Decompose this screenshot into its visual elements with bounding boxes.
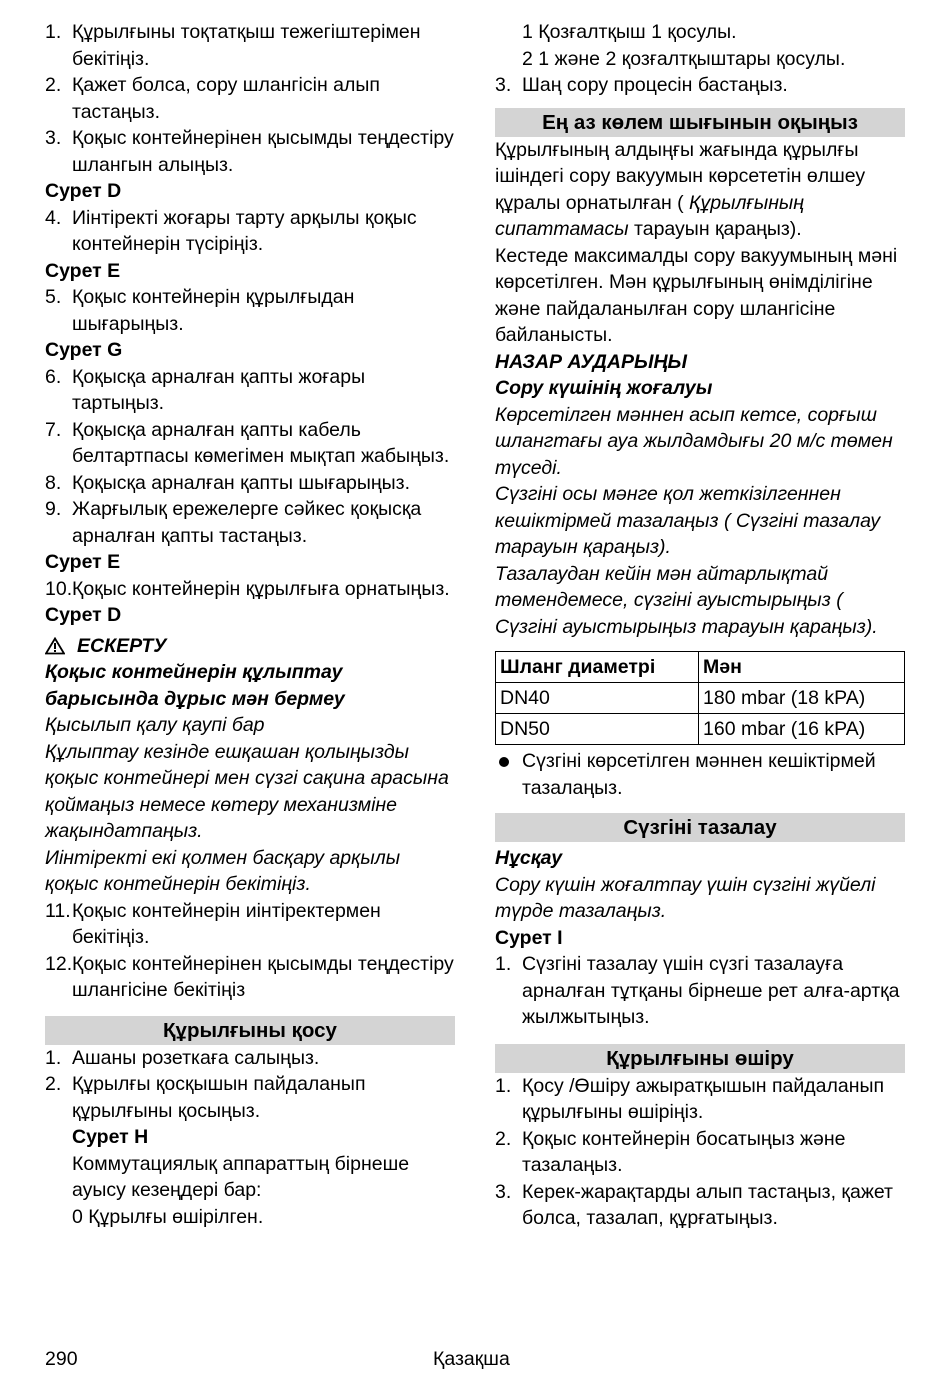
item-number: 7.	[45, 418, 62, 441]
item-text: Қоқыс контейнерін иінтіректермен бекітіңіз.	[72, 899, 381, 948]
list-item	[45, 576, 455, 603]
switch-position: 2 1 және 2 қозғалтқыштары қосулы.	[522, 47, 846, 70]
list-item	[495, 1179, 905, 1232]
warning-text: Иінтіректі екі қолмен басқару арқылы қоқыс контейнерін бекітіңіз.	[45, 846, 401, 895]
item-text: Сүзгіні тазалау үшін сүзгі тазалауға арналған тұтқаны бірнеше рет алға-артқа жылжытыңыз.	[522, 953, 900, 1028]
paragraph: Коммутациялық аппараттың бірнеше ауысу кезеңдері бар:	[72, 1152, 410, 1201]
warning-label: ЕСКЕРТУ	[77, 634, 167, 657]
list-item	[45, 19, 455, 72]
table-row	[496, 683, 905, 714]
list-item	[45, 417, 455, 470]
bullet-text: Сүзгіні көрсетілген мәннен кешіктірмей тазалаңыз.	[522, 750, 876, 799]
list-item	[495, 1126, 905, 1179]
figure-ref: Сурет G	[45, 339, 123, 361]
item-text: Шаң сору процесін бастаңыз.	[522, 74, 788, 96]
table-header: Шланг диаметрі	[496, 652, 699, 683]
item-text: Қоқыс контейнерінен қысымды теңдестіру шлангісіне бекітіңіз	[72, 952, 454, 1001]
item-number: 1.	[495, 953, 512, 975]
section-heading-switch-off: Құрылғыны өшіру	[495, 1044, 905, 1073]
paragraph-text: Құрылғының алдыңғы жағында құрылғы ішіндегі сору вакуумын көрсететін өлшеу құралы орнатылған (	[495, 138, 866, 214]
attention-text: Көрсетілген мәннен асып кетсе, сорғыш шлангтағы ауа жылдамдығы 20 м/с төмен түседі.	[495, 403, 893, 479]
item-text: Қоқыс контейнерін құрылғыға орнатыңыз.	[72, 577, 450, 600]
attention-text: Сүзгіні осы мәнге қол жеткізілгеннен кешіктірмей тазалаңыз ( Сүзгіні тазалау тарауын қараңыз).	[495, 483, 881, 558]
right-column	[495, 19, 905, 1232]
item-number: 8.	[45, 471, 62, 494]
note-label: Нұсқау	[495, 847, 563, 869]
switch-position: 0 Құрылғы өшірілген.	[72, 1205, 264, 1228]
list-item	[45, 364, 455, 417]
figure-ref: Сурет D	[45, 180, 122, 202]
warning-triangle-icon	[45, 637, 65, 655]
table-row	[496, 714, 905, 745]
list-item	[45, 898, 455, 951]
table-header: Мән	[699, 652, 905, 683]
warning-text: Қысылып қалу қаупі бар	[45, 714, 265, 736]
warning-text: Құлыптау кезінде ешқашан қолыңызды қоқыс контейнері мен сүзгі сақина арасына қоймаңыз немесе көтеру механизміне жақындатпаңыз.	[45, 740, 449, 842]
figure-ref: Сурет H	[72, 1126, 149, 1148]
list-item	[45, 470, 455, 497]
list-item	[495, 72, 905, 99]
list-item	[45, 496, 455, 549]
item-text: Керек-жарақтарды алып тастаңыз, қажет болса, тазалап, құрғатыңыз.	[522, 1180, 893, 1229]
item-number: 5.	[45, 286, 62, 308]
table-cell: 180 mbar (18 kPA)	[699, 683, 905, 714]
item-number: 1.	[45, 1046, 62, 1069]
list-item	[45, 205, 455, 258]
bullet-icon	[499, 757, 509, 767]
table-cell: DN40	[496, 683, 699, 714]
section-heading-filter-cleaning: Сүзгіні тазалау	[495, 813, 905, 842]
item-text: Қоқысқа арналған қапты жоғары тартыңыз.	[72, 365, 366, 414]
item-text: Құрылғы қосқышын пайдаланып құрылғыны қосыңыз.	[72, 1073, 366, 1122]
section-heading-switch-on: Құрылғыны қосу	[45, 1016, 455, 1045]
chapter-ref: Құрылғының сипаттамасы	[495, 191, 805, 240]
list-item	[495, 1073, 905, 1126]
item-text: Иінтіректі жоғары тарту арқылы қоқыс контейнерін түсіріңіз.	[72, 206, 417, 255]
item-text: Қоқыс контейнерін босатыңыз және тазалаңыз.	[522, 1127, 846, 1176]
item-text: Ашаны розеткаға салыңыз.	[72, 1046, 320, 1069]
warning-title: Қоқыс контейнерін құлыптау барысында дұрыс мән бермеу	[45, 661, 345, 710]
list-item	[45, 284, 455, 337]
table-cell: DN50	[496, 714, 699, 745]
item-text: Қоқыс контейнерін құрылғыдан шығарыңыз.	[72, 286, 355, 335]
section-heading-min-volume: Ең аз көлем шығынын оқыңыз	[495, 108, 905, 137]
item-number: 3.	[495, 74, 512, 96]
item-text: Қоқыс контейнерінен қысымды теңдестіру шлангын алыңыз.	[72, 127, 454, 176]
page-number: 290	[45, 1348, 78, 1370]
item-number: 6.	[45, 365, 62, 388]
list-item	[495, 951, 905, 1031]
item-text: Қажет болса, сору шлангісін алып тастаңыз.	[72, 74, 380, 123]
item-number: 2.	[45, 74, 62, 96]
list-item	[45, 1071, 455, 1124]
item-number: 1.	[495, 1074, 512, 1097]
item-text: Қоқысқа арналған қапты шығарыңыз.	[72, 471, 411, 494]
item-number: 11.	[45, 899, 71, 922]
figure-ref: Сурет E	[45, 259, 121, 282]
item-number: 2.	[45, 1073, 62, 1095]
item-number: 2.	[495, 1127, 512, 1150]
warning-header	[45, 633, 455, 660]
paragraph	[495, 137, 905, 243]
item-number: 4.	[45, 206, 62, 229]
left-column	[45, 19, 455, 1230]
note-text: Сору күшін жоғалтпау үшін сүзгіні жүйелі түрде тазалаңыз.	[495, 873, 876, 922]
item-text: Жарғылық ережелерге сәйкес қоқысқа арналған қапты тастаңыз.	[72, 498, 422, 547]
item-number: 3.	[495, 1180, 512, 1203]
item-number: 9.	[45, 498, 62, 520]
table-cell: 160 mbar (16 kPA)	[699, 714, 905, 745]
vacuum-table	[495, 651, 905, 745]
item-text: Қоқысқа арналған қапты кабель белтартпасы көмегімен мықтап жабыңыз.	[72, 418, 450, 467]
item-number: 12.	[45, 952, 73, 975]
item-number: 10.	[45, 577, 73, 600]
item-text: Қосу /Өшіру ажыратқышын пайдаланып құрылғыны өшіріңіз.	[522, 1074, 885, 1123]
list-item	[45, 951, 455, 1004]
figure-ref: Сурет I	[495, 926, 563, 949]
paragraph-text: тарауын қараңыз).	[628, 218, 802, 240]
item-number: 1.	[45, 21, 62, 43]
table-header-row	[496, 652, 905, 683]
footer-language: Қазақша	[433, 1348, 510, 1370]
attention-text: Тазалаудан кейін мән айтарлықтай төмендемесе, сүзгіні ауыстырыңыз ( Сүзгіні ауыстырыңыз тарауын қараңыз).	[495, 562, 878, 638]
item-number: 3.	[45, 127, 62, 149]
item-text: Құрылғыны тоқтатқыш тежегіштерімен бекітіңіз.	[72, 21, 421, 70]
paragraph: Кестеде максималды сору вакуумының мәні көрсетілген. Мән құрылғының өнімділігіне және пайдаланылған сору шлангісіне байланысты.	[495, 244, 898, 346]
figure-ref: Сурет D	[45, 604, 122, 626]
attention-title: Сору күшінің жоғалуы	[495, 377, 713, 399]
attention-label: НАЗАР АУДАРЫҢЫ	[495, 350, 688, 373]
list-item	[45, 1045, 455, 1072]
bullet-item	[495, 748, 905, 801]
figure-ref: Сурет E	[45, 551, 121, 573]
switch-position: 1 Қозғалтқыш 1 қосулы.	[522, 21, 737, 43]
list-item	[45, 125, 455, 178]
list-item	[45, 72, 455, 125]
